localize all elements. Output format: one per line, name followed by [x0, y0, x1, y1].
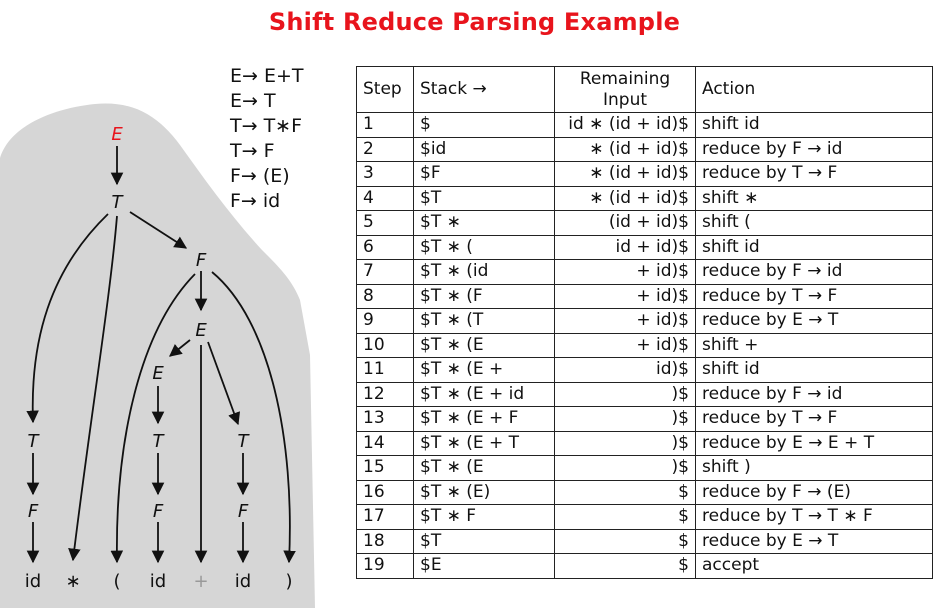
cell-stack: $id	[414, 137, 555, 162]
cell-stack: $T ∗ (E + T	[414, 431, 555, 456]
leaf-plus: +	[193, 571, 209, 592]
cell-step: 1	[357, 113, 414, 138]
table-row	[357, 235, 933, 260]
leaf-id-2: id	[149, 571, 167, 592]
grammar-rules	[230, 64, 350, 214]
slide-title: Shift Reduce Parsing Example	[268, 8, 681, 36]
cell-stack: $T ∗	[414, 211, 555, 236]
cell-step: 4	[357, 186, 414, 211]
node-F-middle: F	[152, 501, 164, 522]
cell-action: shift ∗	[696, 186, 933, 211]
cell-action: reduce by T → T ∗ F	[696, 505, 933, 530]
cell-stack: $T	[414, 529, 555, 554]
cell-action: reduce by F → id	[696, 382, 933, 407]
cell-action: reduce by T → F	[696, 284, 933, 309]
cell-step: 6	[357, 235, 414, 260]
grammar-rule: F→ (E)	[230, 165, 290, 187]
header-stack: Stack →	[414, 67, 555, 113]
cell-action: shift id	[696, 235, 933, 260]
table-row	[357, 480, 933, 505]
cell-remaining-input: )$	[555, 407, 696, 432]
cell-action: reduce by T → F	[696, 162, 933, 187]
grammar-rule: T→ F	[230, 140, 275, 162]
cell-stack: $T	[414, 186, 555, 211]
node-E: E	[195, 320, 207, 341]
cell-step: 2	[357, 137, 414, 162]
node-root-E: E	[111, 124, 123, 145]
cell-step: 19	[357, 554, 414, 579]
cell-remaining-input: ∗ (id + id)$	[555, 186, 696, 211]
node-T: T	[111, 192, 123, 213]
leaf-star: ∗	[65, 571, 81, 592]
table-row	[357, 505, 933, 530]
table-row	[357, 333, 933, 358]
cell-action: reduce by F → id	[696, 260, 933, 285]
cell-action: shift +	[696, 333, 933, 358]
cell-action: shift )	[696, 456, 933, 481]
cell-remaining-input: $	[555, 505, 696, 530]
cell-remaining-input: + id)$	[555, 284, 696, 309]
cell-step: 11	[357, 358, 414, 383]
cell-remaining-input: + id)$	[555, 309, 696, 334]
table-row	[357, 260, 933, 285]
cell-step: 13	[357, 407, 414, 432]
cell-step: 5	[357, 211, 414, 236]
cell-remaining-input: ∗ (id + id)$	[555, 137, 696, 162]
cell-remaining-input: $	[555, 529, 696, 554]
cell-step: 16	[357, 480, 414, 505]
cell-stack: $T ∗ (E + F	[414, 407, 555, 432]
header-action: Action	[696, 67, 933, 113]
cell-action: reduce by E → T	[696, 529, 933, 554]
cell-step: 12	[357, 382, 414, 407]
header-remaining-input	[555, 67, 696, 113]
table-row	[357, 113, 933, 138]
table-row	[357, 284, 933, 309]
node-T-right: T	[237, 431, 249, 452]
cell-step: 8	[357, 284, 414, 309]
cell-remaining-input: (id + id)$	[555, 211, 696, 236]
grammar-rule: F→ id	[230, 190, 281, 212]
cell-step: 10	[357, 333, 414, 358]
table-row	[357, 358, 933, 383]
cell-action: reduce by E → E + T	[696, 431, 933, 456]
table-row	[357, 211, 933, 236]
node-F-right: F	[237, 501, 249, 522]
grammar-rule: E→ T	[230, 90, 276, 112]
node-F: F	[195, 250, 207, 271]
cell-stack: $T ∗ (	[414, 235, 555, 260]
cell-remaining-input: + id)$	[555, 333, 696, 358]
cell-stack: $T ∗ (E +	[414, 358, 555, 383]
cell-action: reduce by E → T	[696, 309, 933, 334]
cell-stack: $T ∗ (F	[414, 284, 555, 309]
cell-remaining-input: )$	[555, 382, 696, 407]
grammar-rule: T→ T∗F	[230, 115, 303, 137]
table-header-row	[357, 67, 933, 113]
node-T-middle: T	[152, 431, 164, 452]
cell-remaining-input: $	[555, 554, 696, 579]
leaf-rparen: )	[285, 571, 293, 592]
cell-stack: $T ∗ F	[414, 505, 555, 530]
cell-action: reduce by F → (E)	[696, 480, 933, 505]
cell-step: 7	[357, 260, 414, 285]
table-row	[357, 529, 933, 554]
cell-stack: $T ∗ (E + id	[414, 382, 555, 407]
cell-step: 18	[357, 529, 414, 554]
table-row	[357, 456, 933, 481]
cell-action: shift id	[696, 358, 933, 383]
cell-stack: $F	[414, 162, 555, 187]
header-remaining-line1: Remaining	[579, 68, 671, 89]
node-E-inner: E	[152, 363, 164, 384]
cell-stack: $T ∗ (T	[414, 309, 555, 334]
cell-remaining-input: ∗ (id + id)$	[555, 162, 696, 187]
cell-stack: $T ∗ (E	[414, 333, 555, 358]
header-step: Step	[357, 67, 414, 113]
cell-step: 17	[357, 505, 414, 530]
cell-step: 14	[357, 431, 414, 456]
cell-remaining-input: + id)$	[555, 260, 696, 285]
table-row	[357, 382, 933, 407]
table-row	[357, 137, 933, 162]
cell-stack: $T ∗ (id	[414, 260, 555, 285]
cell-remaining-input: )$	[555, 431, 696, 456]
cell-remaining-input: id)$	[555, 358, 696, 383]
cell-remaining-input: id ∗ (id + id)$	[555, 113, 696, 138]
leaf-id-3: id	[234, 571, 252, 592]
cell-action: accept	[696, 554, 933, 579]
node-F-left: F	[27, 501, 39, 522]
table-row	[357, 162, 933, 187]
leaf-lparen: (	[113, 571, 121, 592]
table-row	[357, 554, 933, 579]
header-remaining-line2: Input	[602, 89, 648, 110]
cell-action: shift (	[696, 211, 933, 236]
cell-remaining-input: id + id)$	[555, 235, 696, 260]
cell-stack: $E	[414, 554, 555, 579]
cell-action: reduce by T → F	[696, 407, 933, 432]
cell-remaining-input: $	[555, 480, 696, 505]
cell-stack: $T ∗ (E)	[414, 480, 555, 505]
cell-step: 15	[357, 456, 414, 481]
table-row	[357, 407, 933, 432]
node-T-left: T	[27, 431, 39, 452]
table-row	[357, 309, 933, 334]
cell-remaining-input: )$	[555, 456, 696, 481]
leaf-id-1: id	[24, 571, 42, 592]
table-row	[357, 186, 933, 211]
table-row	[357, 431, 933, 456]
cell-stack: $T ∗ (E	[414, 456, 555, 481]
cell-step: 9	[357, 309, 414, 334]
parse-steps-table	[356, 66, 933, 579]
cell-stack: $	[414, 113, 555, 138]
cell-step: 3	[357, 162, 414, 187]
grammar-rule: E→ E+T	[230, 65, 304, 87]
cell-action: reduce by F → id	[696, 137, 933, 162]
cell-action: shift id	[696, 113, 933, 138]
